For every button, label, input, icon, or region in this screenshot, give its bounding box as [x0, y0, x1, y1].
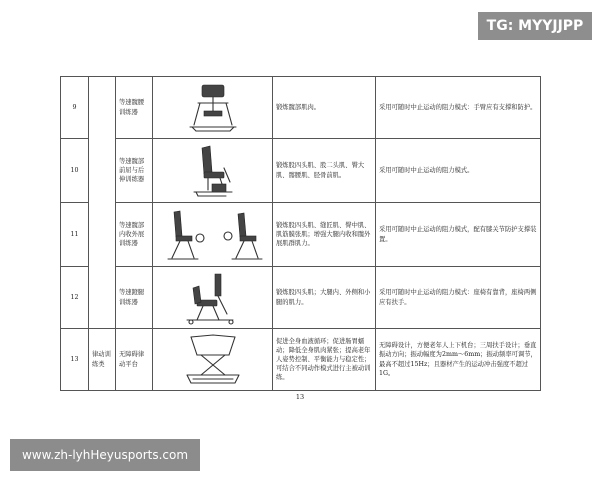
- equipment-image: [153, 77, 273, 139]
- training-position: 锻炼股四头肌；大腿内、外侧和小腿的肌力。: [273, 267, 376, 329]
- training-mode: 采用可随时中止运动的阻力模式：手臂应有支撑和防护。: [376, 77, 541, 139]
- row-category: [89, 77, 116, 329]
- equipment-name: 等速髋部内收外展训练器: [116, 203, 153, 267]
- hip-flexion-extension-trainer-illustration: [178, 142, 248, 200]
- training-mode: 采用可随时中止运动的阻力模式：座椅有靠背，座椅两侧应有扶手。: [376, 267, 541, 329]
- equipment-name: 无障碍律动平台: [116, 329, 153, 391]
- leg-press-trainer-illustration: [175, 270, 251, 326]
- row-number: 13: [61, 329, 89, 391]
- watermark-telegram: TG: MYYJJPP: [478, 12, 592, 40]
- table-row: [61, 203, 541, 267]
- equipment-image: [153, 139, 273, 203]
- row-number: 12: [61, 267, 89, 329]
- hip-lumbar-trainer-illustration: [178, 81, 248, 135]
- page-number: 13: [295, 393, 305, 401]
- table-row: [61, 267, 541, 329]
- row-category: 律动训练类: [89, 329, 116, 391]
- table-row: [61, 77, 541, 139]
- equipment-image: [153, 203, 273, 267]
- table-row: [61, 329, 541, 391]
- training-mode: 无障碍设计，方便老年人上下机台；三周扶手设计；垂直振动方向；振动幅度为2mm～6mm；振动频率可调节，最高不超过15Hz；且器材产生的运动冲击强度不超过1G。: [376, 329, 541, 391]
- training-mode: 采用可随时中止运动的阻力模式。: [376, 139, 541, 203]
- equipment-name: 等速蹬腿训练器: [116, 267, 153, 329]
- equipment-name: 等速髋腰训练器: [116, 77, 153, 139]
- hip-adduction-abduction-trainer-illustration: [158, 206, 268, 264]
- watermark-website: www.zh-lyhHeyusports.com: [10, 439, 200, 471]
- equipment-spec-table: [60, 76, 541, 391]
- training-position: 促进全身血液循环；促进肠胃蠕动；降低全身肌肉紧张；提高老年人姿势控制、平衡能力与稳定性；可结合不同动作模式进行主被动训练。: [273, 329, 376, 391]
- vibration-platform-illustration: [173, 331, 253, 389]
- training-position: 锻炼髋部肌肉。: [273, 77, 376, 139]
- training-position: 锻炼股四头肌、缝匠肌、臀中肌、肌筋膜张肌；增强大腿内收和髋外展肌群肌力。: [273, 203, 376, 267]
- row-number: 11: [61, 203, 89, 267]
- equipment-image: [153, 329, 273, 391]
- table-row: [61, 139, 541, 203]
- training-position: 锻炼股四头肌、股二头肌、臀大肌、髂腰肌、胫骨前肌。: [273, 139, 376, 203]
- row-number: 10: [61, 139, 89, 203]
- training-mode: 采用可随时中止运动的阻力模式，配有膝关节防护支撑装置。: [376, 203, 541, 267]
- equipment-name: 等速髋部前屈与后伸训练器: [116, 139, 153, 203]
- equipment-image: [153, 267, 273, 329]
- row-number: 9: [61, 77, 89, 139]
